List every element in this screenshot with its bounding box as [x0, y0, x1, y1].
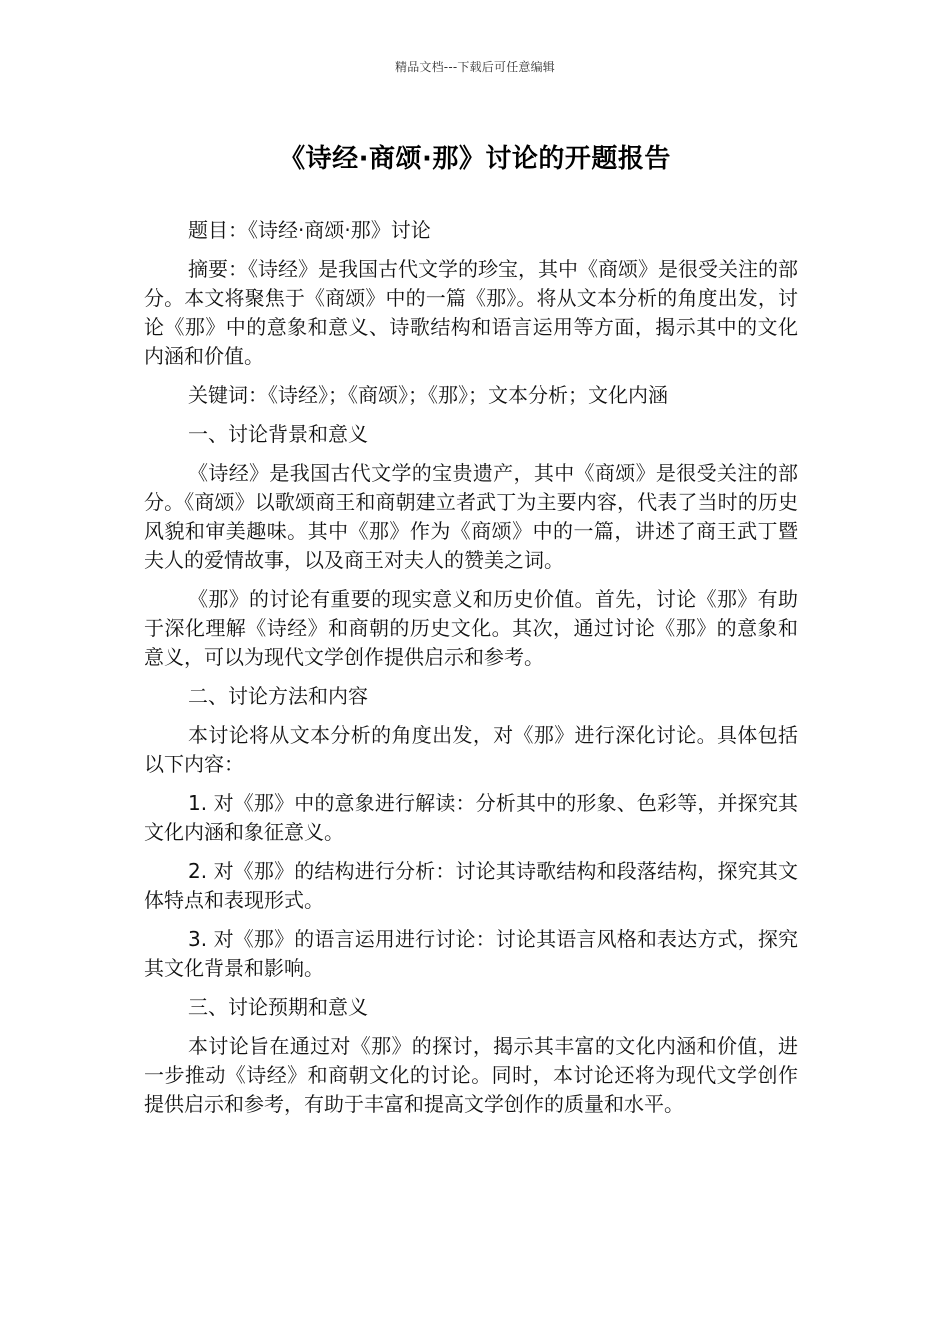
page-header: 精品文档---下载后可任意编辑 [395, 60, 555, 74]
section-heading-1: 一、讨论背景和意义 [188, 422, 368, 446]
topic-line: 题目：《诗经·商颂·那》讨论 [188, 218, 431, 242]
abstract-paragraph: 摘要：《诗经》是我国古代文学的珍宝，其中《商颂》是很受关注的部分。本文将聚焦于《商颂》中的一篇《那》。将从文本分析的角度出发，讨论《那》中的意象和意义、诗歌结构和语言运用等方面，揭示其中的文化内涵和价值。 [144, 257, 798, 368]
document-title: 《诗经·商颂·那》讨论的开题报告 [279, 144, 671, 174]
significance-paragraph: 《那》的讨论有重要的现实意义和历史价值。首先，讨论《那》有助于深化理解《诗经》和商朝的历史文化。其次，通过讨论《那》的意象和意义，可以为现代文学创作提供启示和参考。 [144, 587, 798, 669]
method-item-3: 3. 对《那》的语言运用进行讨论：讨论其语言风格和表达方式，探究其文化背景和影响。 [144, 927, 798, 980]
method-intro-paragraph: 本讨论将从文本分析的角度出发，对《那》进行深化讨论。具体包括以下内容： [144, 723, 798, 776]
document-body [144, 216, 798, 1129]
expectation-paragraph: 本讨论旨在通过对《那》的探讨，揭示其丰富的文化内涵和价值，进一步推动《诗经》和商朝文化的讨论。同时，本讨论还将为现代文学创作提供启示和参考，有助于丰富和提高文学创作的质量和水平。 [144, 1034, 798, 1116]
method-item-1: 1. 对《那》中的意象进行解读：分析其中的形象、色彩等，并探究其文化内涵和象征意义。 [144, 791, 798, 844]
section-heading-3: 三、讨论预期和意义 [188, 995, 368, 1019]
method-item-2: 2. 对《那》的结构进行分析：讨论其诗歌结构和段落结构，探究其文体特点和表现形式。 [144, 859, 798, 912]
section-heading-2: 二、讨论方法和内容 [188, 684, 368, 708]
background-paragraph: 《诗经》是我国古代文学的宝贵遗产，其中《商颂》是很受关注的部分。《商颂》以歌颂商王和商朝建立者武丁为主要内容，代表了当时的历史风貌和审美趣味。其中《那》作为《商颂》中的一篇，讲述了商王武丁暨夫人的爱情故事，以及商王对夫人的赞美之词。 [144, 461, 798, 572]
keywords-line: 关键词：《诗经》；《商颂》；《那》；文本分析；文化内涵 [188, 383, 668, 407]
